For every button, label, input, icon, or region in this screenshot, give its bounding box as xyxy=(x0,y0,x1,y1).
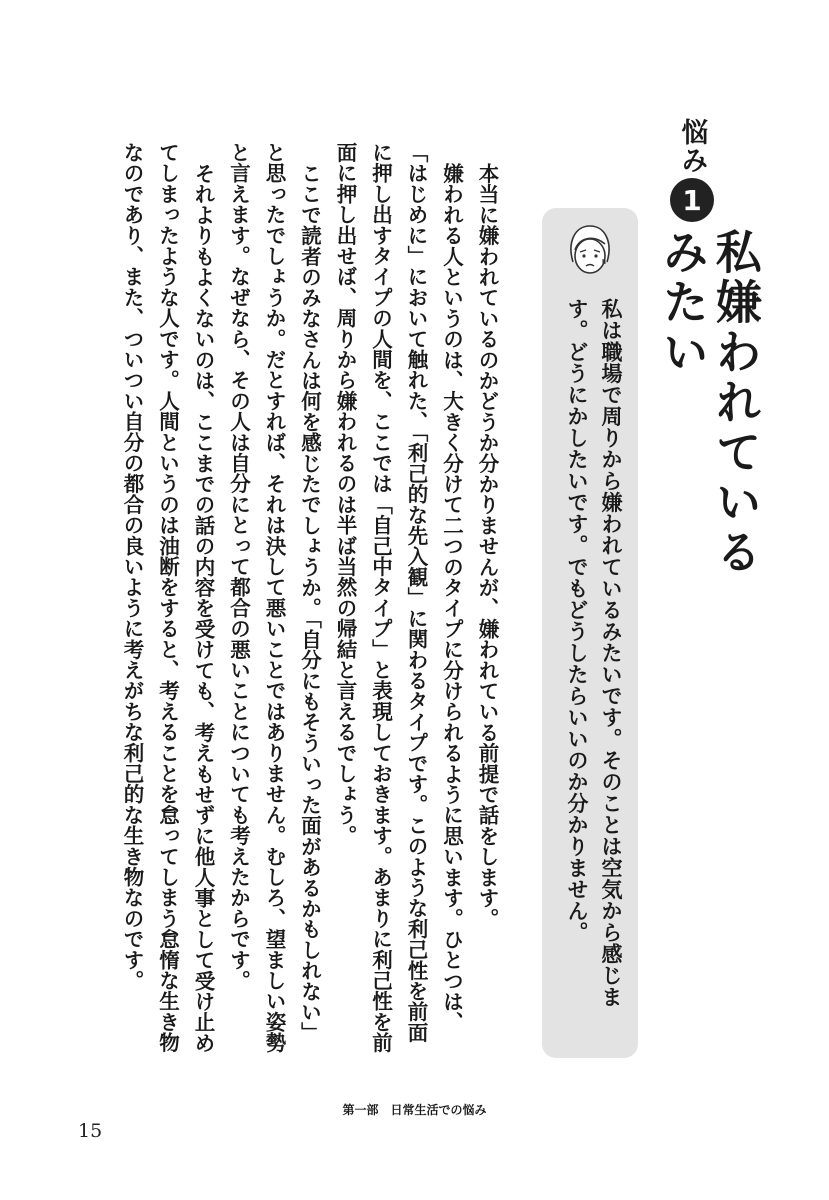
page-number: 15 xyxy=(78,1120,103,1142)
body-paragraph: 本当に嫌われているのかどうか分かりませんが、嫌われている前提で話をします。 xyxy=(475,162,499,929)
quote-paragraph: 私は職場で周りから嫌われているみたいです。そのことは空気から感じます。どうにかしたいです。でもどうしたらいいのか分かりません。 xyxy=(565,298,623,1008)
running-footer xyxy=(0,1101,829,1118)
quote-text xyxy=(556,298,628,1038)
nayami-label: 悩み xyxy=(676,118,708,174)
page-title: 私嫌われているみたい xyxy=(655,228,763,578)
body-text xyxy=(84,142,504,1062)
body-paragraph: ここで読者のみなさんは何を感じたでしょうか。「自分にもそういった面があるかもしれない」と思ったでしょうか。だとすれば、それは決して悪いことではありません。むしろ、望ましい姿勢と言えます。なぜなら、その人は自分にとって都合の悪いことについても考えたからです。 xyxy=(226,142,322,1053)
body-paragraph: 嫌われる人というのは、大きく分けて二つのタイプに分けられるように思います。ひとつは、「はじめに」において触れた、「利己的な先入観」に関わるタイプです。このような利己性を前面に押し出すタイプの人間を、ここでは「自己中タイプ」と表現しておきます。あまりに利己性を前面に押し出せば、周りから嫌われるのは半ば当然の帰結と言えるでしょう。 xyxy=(333,142,464,1053)
heading-label xyxy=(662,118,722,222)
worried-woman-icon xyxy=(563,222,617,282)
number-badge: 1 xyxy=(670,178,714,222)
body-paragraph: それよりもよくないのは、ここまでの話の内容を受けても、考えもせずに他人事として受け止めてしまったような人です。人間というのは油断をすると、考えることを怠ってしまう怠惰な生き物なのであり、また、ついつい自分の都合の良いように考えがちな利己的な生き物なのです。 xyxy=(120,142,215,1053)
section-title: 第一部 日常生活での悩み xyxy=(342,1103,487,1117)
